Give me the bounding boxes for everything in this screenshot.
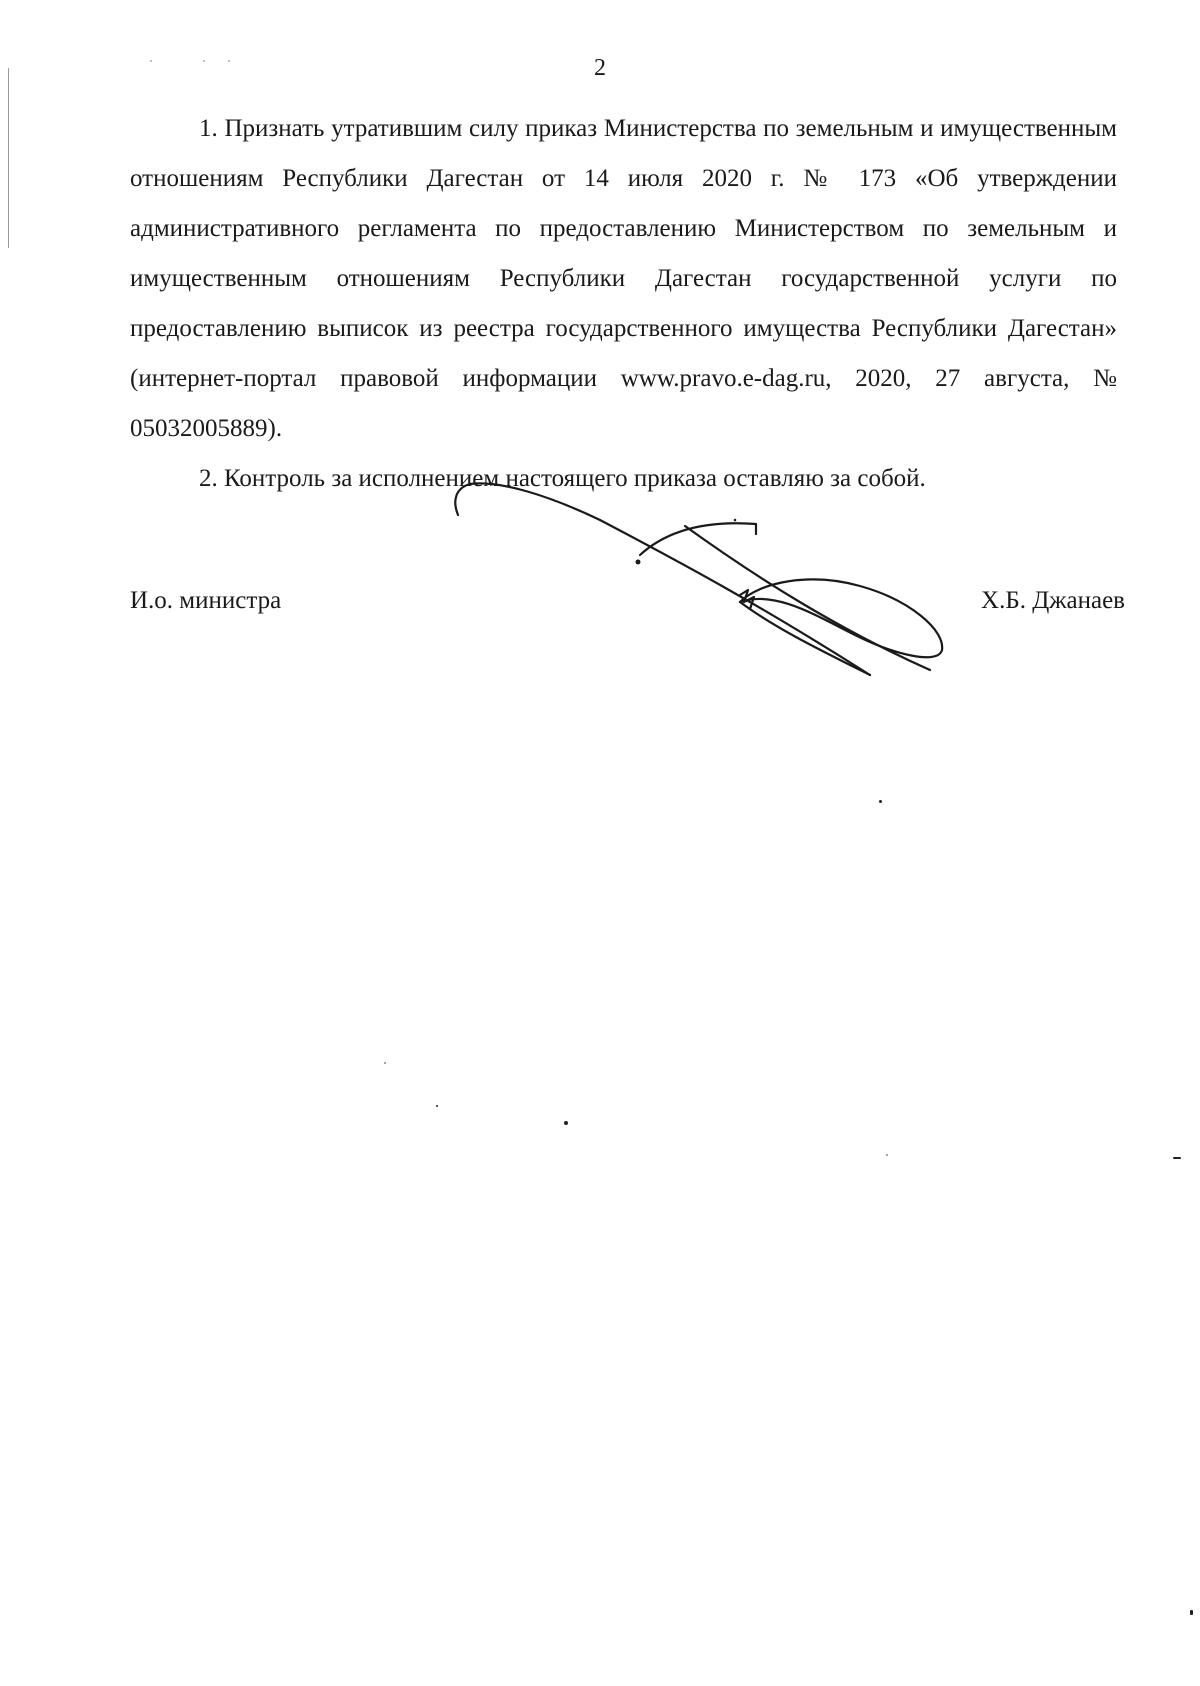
scan-speck — [879, 800, 882, 803]
scan-margin-line — [8, 68, 9, 248]
page-number: 2 — [594, 55, 606, 81]
scan-speck — [1190, 1610, 1193, 1615]
signature-block — [130, 584, 1125, 624]
scan-speck — [564, 1121, 568, 1125]
paragraph-1: 1. Признать утратившим силу приказ Министерства по земельным и имущественным отношениям Республики Дагестан от 14 июля 2020 г. № 173 «Об утверждении административного регламента по предоставлению Министерством по земельным и имущественным отношениям Республики Дагестан государственной услуги по предоставлению выписок из реестра государственного имущества Республики Дагестан» (интернет-портал правовой информации www.pravo.e-dag.ru, 2020, 27 августа, № 05032005889). — [130, 115, 1117, 442]
document-body — [130, 104, 1117, 504]
scan-speck — [384, 1062, 386, 1064]
scan-speck — [150, 60, 152, 62]
paragraph-2: 2. Контроль за исполнением настоящего приказа оставляю за собой. — [199, 465, 926, 492]
signature-stroke-hook — [455, 483, 600, 520]
signature-dot-small — [734, 519, 737, 522]
signature-dot — [636, 560, 641, 565]
signatory-name: Х.Б. Джанаев — [981, 587, 1125, 614]
scan-speck — [228, 60, 230, 62]
signatory-position: И.о. министра — [130, 587, 282, 614]
scan-speck — [886, 1154, 888, 1156]
scan-speck — [1173, 1157, 1181, 1159]
scan-speck — [203, 60, 205, 62]
scan-speck — [436, 1105, 438, 1107]
